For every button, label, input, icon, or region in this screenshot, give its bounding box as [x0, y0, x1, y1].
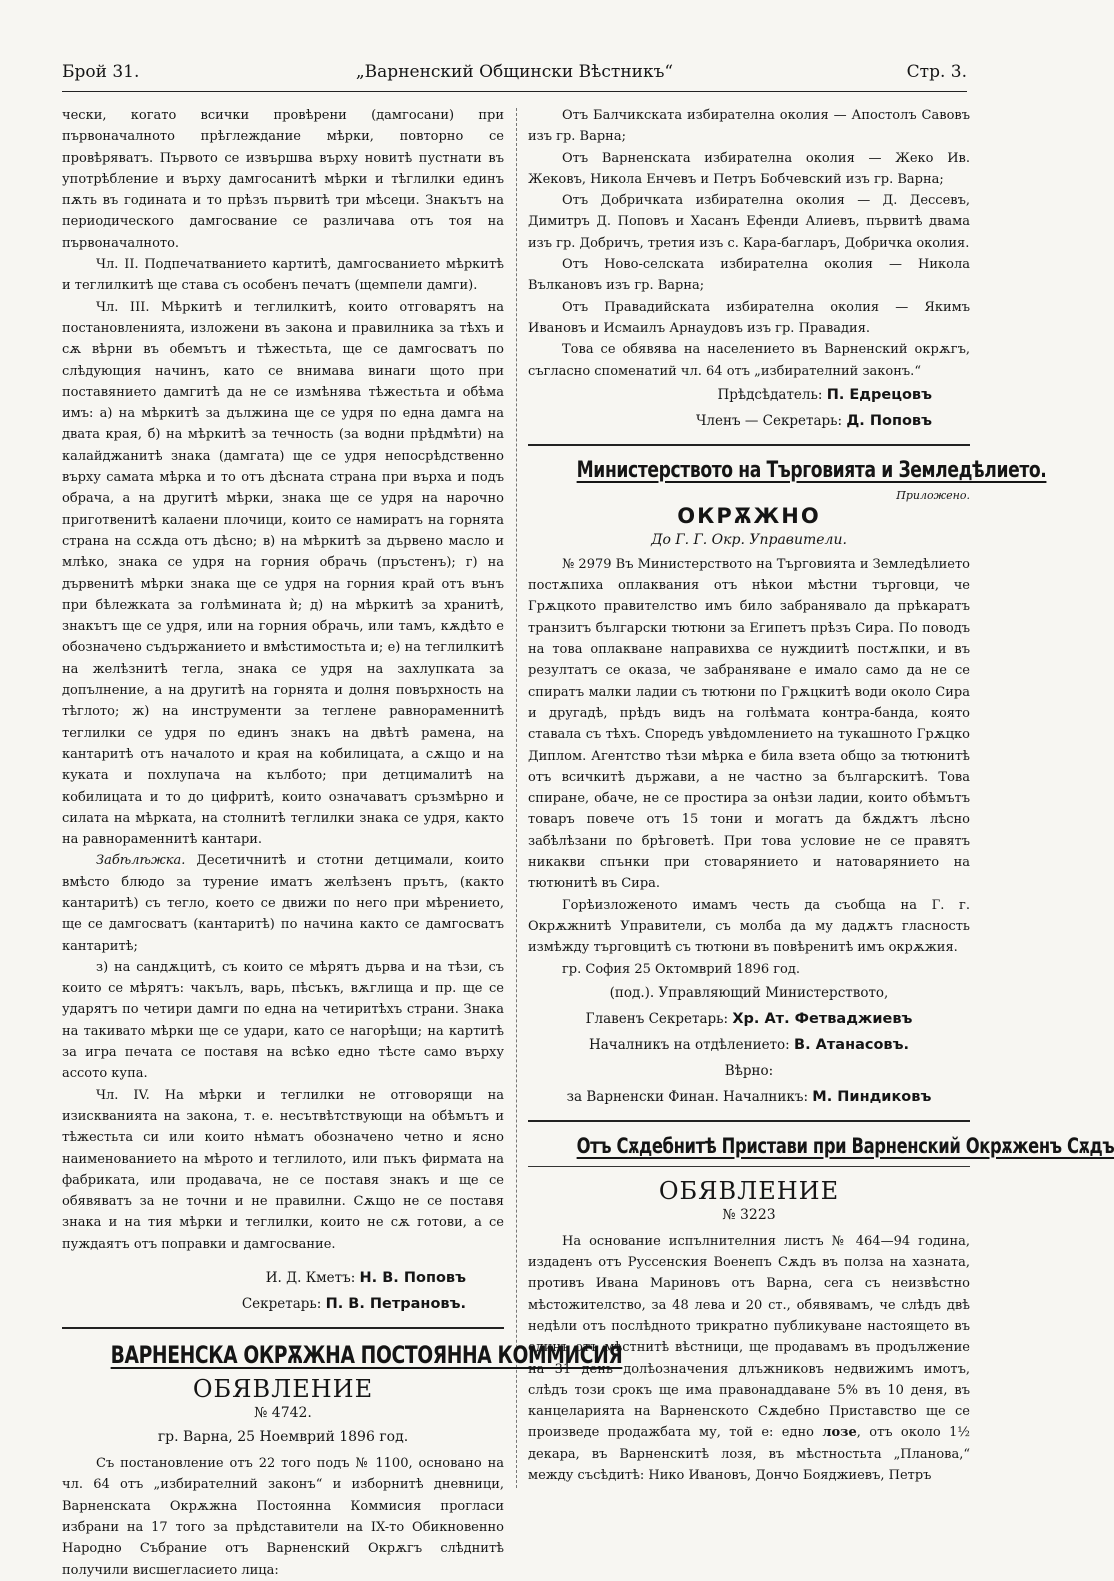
court-notice-number: № 3223 — [722, 1206, 776, 1223]
chief-secretary-name: Хр. Ат. Фетваджиевъ — [732, 1010, 913, 1027]
member-secretary-label: Членъ — Секретарь: — [695, 412, 843, 429]
department-head-label: Началникъ на отдѣлението: — [588, 1036, 790, 1053]
column-divider — [516, 108, 517, 1488]
member-secretary-name: Д. Поповъ — [846, 412, 932, 429]
newspaper-title: „Варненский Общински Вѣстникъ“ — [355, 62, 674, 82]
court-banner: Отъ Сѫдебнитѣ Пристави при Варненский Окрѫженъ Сѫдъ — [576, 1133, 1114, 1158]
secretary-name: П. В. Петрановъ. — [325, 1296, 466, 1313]
certified-label: Вѣрно: — [724, 1062, 774, 1079]
announcement-text: Това се обявява на населението въ Варненский окрѫгъ, съгласно споменатий чл. 64 отъ „избирателний законъ.“ — [528, 342, 970, 379]
right-column — [528, 105, 1114, 1486]
section-divider — [528, 1120, 970, 1122]
notice-title: ОБЯВЛЕНИЕ — [192, 1375, 374, 1404]
secretary-signature — [62, 1291, 504, 1317]
article-paragraph: Чл. II. Подпечатванието картитѣ, дамгосванието мѣркитѣ и теглилкитѣ ще става съ особенъ печатъ (щемпели дамги). — [62, 257, 504, 294]
article-paragraph: Чл. IV. На мѣрки и теглилки не отговорящи на изискванията на закона, т. е. несътвѣтствующи на обѣмътъ и тѣжестьта си или които нѣматъ обозначено четно и ясно наименованието на мѣрото и теглилото, или пъкъ фирмата на фабриката, или продавача, не се поставя знакъ и ще се обявяватъ за не точни и не правилни. Сѫщо не се поставя знака и на тия мѣрки и теглилки, които не сѫ готови, а се пуждаятъ отъ поправки и дамгосвание. — [62, 1087, 504, 1252]
commission-banner: ВАРНЕНСКА ОКРѪЖНА ПОСТОЯННА КОММИСИЯ — [110, 1341, 623, 1370]
secretary-label: Секретарь: — [241, 1296, 322, 1313]
finance-head-signature — [528, 1084, 970, 1110]
article-paragraph: чески, когато всички провѣрени (дамгосани) при първоначалното прѣглеждание мѣрки, повторно се провѣряватъ. Първото се извършва върху новитѣ пустнати въ употрѣбление и върху дамгосанитѣ мѣрки и тѣглилки единъ пѫть въ годината и то прѣзъ първитѣ три мѣсеци. Знакътъ на периодического дамгосвание се различава отъ тоя на първоначалното. — [62, 108, 504, 251]
chair-label: Прѣдсѣдатель: — [717, 386, 823, 403]
notice-number: № 4742. — [254, 1405, 312, 1422]
notice-text: Съ постановление отъ 22 того подъ № 1100, основано на чл. 64 отъ „избирателний законъ“ и изборнитѣ дневници, Варненската Окрѫжна Постоянна Коммисия прогласи избрани на 17 того за прѣдставители на IX-то Обикновенно Народно Събрание отъ Варненский Окрѫгъ слѣднитѣ получили висшегласието лица: — [62, 1456, 504, 1578]
court-notice-text — [528, 1231, 970, 1487]
article-paragraph: Чл. III. Мѣркитѣ и теглилкитѣ, които отговарятъ на постановленията, изложени въ закона и правилника за тѣхъ и сѫ вѣрни въ обемътъ и тѣжестьта, ще се дамгосватъ по слѣдующия начинъ, като се внимава винаги щото при поставянието дамгитѣ да не се измѣнява тѣжестьта и обѣма имъ: а) на мѣркитѣ за дължина ще се удря по една дамга на двата края, б) на мѣркитѣ за течность (за водни прѣдмѣти) на калайджанитѣ знака (дамгата) ще се удря непосрѣдственно върху самата мѣрка и то отъ дѣсната страна при върха и подъ обрача, а на другитѣ мѣрки, знака ще се удря на нарочно приготвенитѣ калаени плочици, които се намиратъ на горнята страна на ссѫда отъ дѣсно; в) на мѣркитѣ за дървено масло и млѣко, знака се удря на горния обрачь (пръстенъ); г) на дървенитѣ мѣрки знака ще се удря на горния край отъ вънъ при бѣлежката за голѣмината ѝ; д) на мѣркитѣ за хранитѣ, знакътъ ще се удря, или на горния обрачь, или тамъ, кѫдѣто е обозначено съдържанието и вмѣстимостьта и; е) на теглилкитѣ на желѣзнитѣ тегла, знака се удря на захлупката за допълнение, а на другитѣ на горнята и долня повърхность на тѣглото; ж) на инструменти за теглене равнораменнитѣ теглилки се удря по единъ знакъ на двѣтѣ рамена, на кантаритѣ отъ началото и края на кобилицата, а сѫщо и на куката и похлупача на кълбото; при детцималитѣ на кобилицата и то до цифритѣ, които означаватъ сръзмѣрно и силата на мѣрката, на столнитѣ теглилки знака се удря, както на равнораменнитѣ кантари. — [62, 299, 504, 848]
banner-underline — [528, 1166, 970, 1167]
note-paragraph — [62, 850, 504, 956]
electee-entry: Отъ Добричката избирателна околия — Д. Дессевъ, Димитръ Д. Поповъ и Хасанъ Ефенди Алиевъ, първитѣ двама изъ гр. Добричъ, третия изъ с. Кара-багларъ, Добричка околия. — [528, 193, 970, 251]
section-divider — [528, 444, 970, 446]
circular-addressee: До Г. Г. Окр. Управители. — [651, 531, 847, 548]
electee-entry: Отъ Балчикската избирателна околия — Апостолъ Савовъ изъ гр. Варна; — [528, 108, 970, 145]
electee-entry: Отъ Правадийската избирателна околия — Якимъ Ивановъ и Исмаилъ Арнаудовъ изъ гр. Правадия. — [528, 299, 970, 336]
left-column — [62, 105, 623, 1581]
circular-title: ОКРѪЖНО — [677, 503, 821, 528]
court-text-emphasis: лозе — [822, 1425, 857, 1441]
note-label: Забѣлѣжка. — [96, 853, 186, 869]
mayor-label: И. Д. Кметъ: — [265, 1270, 356, 1287]
finance-head-name: М. Пиндиковъ — [812, 1088, 932, 1105]
electee-entry: Отъ Ново-селската избирателна околия — Никола Вълкановъ изъ гр. Варна; — [528, 257, 970, 294]
chief-secretary-label: Главенъ Секретарь: — [585, 1010, 729, 1027]
header-rule — [62, 91, 967, 92]
chief-secretary-signature — [528, 1006, 970, 1032]
page-header — [62, 62, 967, 90]
issue-number: Брой 31. — [62, 62, 140, 82]
mayor-name: Н. В. Поповъ — [359, 1270, 466, 1287]
attachment-note: Приложено. — [896, 488, 970, 502]
circular-signature-line: (под.). Управляющий Министерството, — [609, 984, 889, 1001]
circular-paragraph: Горѣизложеното имамъ честь да съобща на Г. г. Окрѫжнитѣ Управители, съ молба да му дадѫтъ гласность измѣжду търговцитѣ съ тютюни въ повѣренитѣ имъ окрѫжия. — [528, 897, 970, 956]
circular-paragraph: № 2979 Въ Министерството на Търговията и Земледѣлието постѫпиха оплаквания отъ нѣкои мѣстни търговци, че Грѫцкото правителство имъ било забранявало да прѣкаратъ транзитъ български тютюни за Египетъ прѣзъ Сира. По поводъ на това оплакване направихва се нуждиитѣ постѫпки, и въ резултатъ се оказа, че забраняване е имало само да не се спиратъ малки ладии съ тютюни по Грѫцкитѣ води около Сира и другадѣ, прѣдъ видъ на голѣмата контра-банда, която ставала съ тѣхъ. Споредъ увѣдомлението на тукашното Грѫцко Диплом. Агентство тѣзи мѣрка е била взета общо за тютюнитѣ отъ всичкитѣ държави, а не частно за българскитѣ. Това спиране, обаче, не се простира за онѣзи ладии, които обѣмътъ товаръ повече отъ 15 тони и могатъ да бѫдѫтъ лѣсно забѣлѣзани по брѣговетѣ. При това условие не се правятъ никакви спънки при стоварянието и натоварянието на тютюнитѣ въ Сира. — [528, 556, 971, 892]
chair-name: П. Едрецовъ — [826, 386, 932, 403]
note-text: Десетичнитѣ и стотни детцимали, които вмѣсто блюдо за турение иматъ желѣзенъ прътъ, (както кантаритѣ) съ тегло, което се движи по него при мѣрението, ще се дамгосватъ (кантаритѣ) по начина както се дамгосватъ кантаритѣ; — [62, 853, 504, 954]
court-text-part: На основание испълнителния листъ № 464—94 година, издаденъ отъ Руссенския Военепъ Сѫдъ въ полза на хазната, противъ Ивана Мариновъ отъ Варна, сега съ неизвѣстно мѣстожителство, за 48 лева и 20 ст., обявявамъ, че слѣдъ двѣ недѣли отъ послѣдното трикратно публикуване настоящето въ единъ отъ мѣстнитѣ вѣстници, ще продавамъ въ продължение на 31 день долѣозначения длъжниковъ недвижимъ имотъ, слѣдъ този срокъ ще има правонаддаване 5% въ 10 деня, въ канцеларията на Варненското Сѫдебно Приставство ще се произведе продажбата му, той е: едно — [528, 1233, 970, 1441]
notice-date: гр. Варна, 25 Ноемврий 1896 год. — [157, 1429, 409, 1446]
member-secretary-signature — [528, 408, 970, 434]
court-text-part: , отъ около 1½ декара, въ Варненскитѣ лозя, въ мѣстностьта „Планова,“ между съсѣдитѣ: Нико Ивановъ, Дончо Бояджиевъ, Петръ — [528, 1425, 970, 1484]
section-divider — [62, 1327, 504, 1329]
circular-date: гр. София 25 Октомврий 1896 год. — [562, 961, 801, 977]
ministry-banner: Министерството на Търговията и Земледѣлието. — [576, 457, 1047, 483]
article-paragraph: з) на сандѫцитѣ, съ които се мѣрятъ дърва и на тѣзи, съ които се мѣрятъ: чакълъ, варь, пѣсъкъ, вѫглища и пр. ще се ударятъ по четири дамги по една на четиритѣхъ страни. Знака на такивато мѣрки ще се удари, като се нагорѣщи; на картитѣ за игра печата се поставя на всѣко едно тѣсте само върху ассото купа. — [62, 959, 504, 1082]
mayor-signature — [62, 1265, 504, 1291]
finance-head-label: за Варненски Финан. Началникъ: — [566, 1088, 808, 1105]
department-head-signature — [528, 1032, 970, 1058]
department-head-name: В. Атанасовъ. — [794, 1036, 910, 1053]
chair-signature — [528, 382, 970, 408]
court-notice-title: ОБЯВЛЕНИЕ — [658, 1176, 840, 1205]
page-number: Стр. 3. — [906, 62, 967, 82]
electee-entry: Отъ Варненската избирателна околия — Жеко Ив. Жековъ, Никола Енчевъ и Петръ Бобчевский изъ гр. Варна; — [528, 150, 970, 187]
